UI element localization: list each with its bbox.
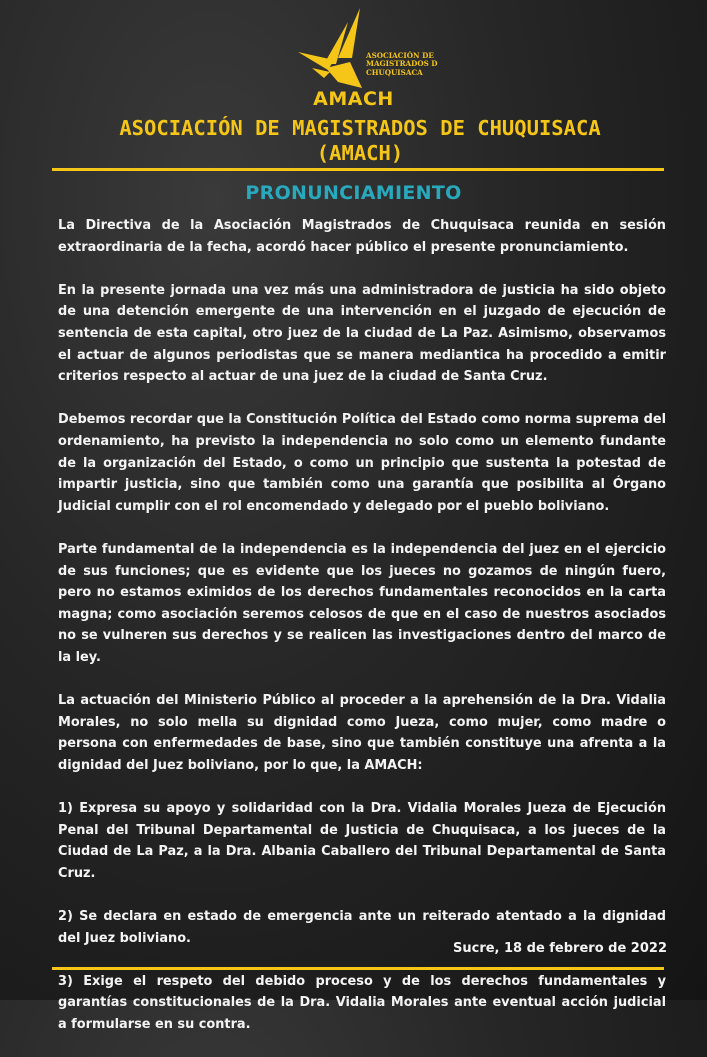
title-line-2: (AMACH) [316, 141, 404, 165]
document-heading: PRONUNCIAMIENTO [245, 182, 462, 204]
paragraph: Parte fundamental de la independencia es la independencia del juez en el ejercicio de sus funciones; que es evidente que los jueces no gozamos de ningún fuero, pero no estamos eximidos de los derechos fundamentales reconocidos en la carta magna; como asociación seremos celosos de que en el caso de nuestros asociados no se vulneren sus derechos y se realicen las investigaciones dentro del marco de la ley. [58, 541, 666, 665]
organization-title [60, 116, 660, 166]
resolution-item: 1) Expresa su apoyo y solidaridad con la Dra. Vidalia Morales Jueza de Ejecución Penal del Tribunal Departamental de Justicia de Chuquisaca, a los jueces de la Ciudad de La Paz, a la Dra. Albania Caballero del Tribunal Departamental de Santa Cruz. [58, 801, 666, 881]
title-line-1: ASOCIACIÓN DE MAGISTRADOS DE CHUQUISACA [119, 116, 601, 140]
paragraph: La actuación del Ministerio Público al proceder a la aprehensión de la Dra. Vidalia Morales, no solo mella su dignidad como Jueza, como mujer, como madre o persona con enfermedades de base, sino que también constituye una afrenta a la dignidad del Juez boliviano, por lo que, la AMACH: [58, 693, 666, 773]
association-logo [290, 8, 440, 90]
document-body [58, 215, 666, 1057]
bottom-divider [52, 967, 664, 970]
logo-text-line: ASOCIACIÓN DE [366, 51, 434, 60]
bird-emblem-icon [290, 8, 370, 90]
document-date: Sucre, 18 de febrero de 2022 [453, 941, 667, 956]
top-divider [52, 168, 664, 171]
resolution-item: 3) Exige el respeto del debido proceso y de los derechos fundamentales y garantías constitucionales de la Dra. Vidalia Morales ante eventual acción judicial a formularse en su contra. [58, 973, 666, 1032]
acronym-heading: AMACH [313, 88, 394, 110]
resolution-item: 2) Se declara en estado de emergencia ante un reiterado atentado a la dignidad del Juez boliviano. [58, 909, 666, 946]
logo-text-line: MAGISTRADOS D [366, 59, 438, 69]
logo-text [366, 52, 446, 77]
paragraph: La Directiva de la Asociación Magistrados de Chuquisaca reunida en sesión extraordinaria de la fecha, acordó hacer público el presente pronunciamiento. [58, 218, 666, 255]
paragraph: Debemos recordar que la Constitución Política del Estado como norma suprema del ordenamiento, ha previsto la independencia no solo como un elemento fundante de la organización del Estado, o como un principio que sustenta la potestad de impartir justicia, sino que también como una garantía que posibilita al Órgano Judicial cumplir con el rol encomendado y delegado por el pueblo boliviano. [58, 412, 666, 514]
logo-text-line: CHUQUISACA [366, 67, 423, 77]
paragraph: En la presente jornada una vez más una administradora de justicia ha sido objeto de una detención emergente de una intervención en el juzgado de ejecución de sentencia de esta capital, otro juez de la ciudad de La Paz. Asimismo, observamos el actuar de algunos periodistas que se manera mediantica ha procedido a emitir criterios respecto al actuar de una juez de la ciudad de Santa Cruz. [58, 282, 666, 385]
